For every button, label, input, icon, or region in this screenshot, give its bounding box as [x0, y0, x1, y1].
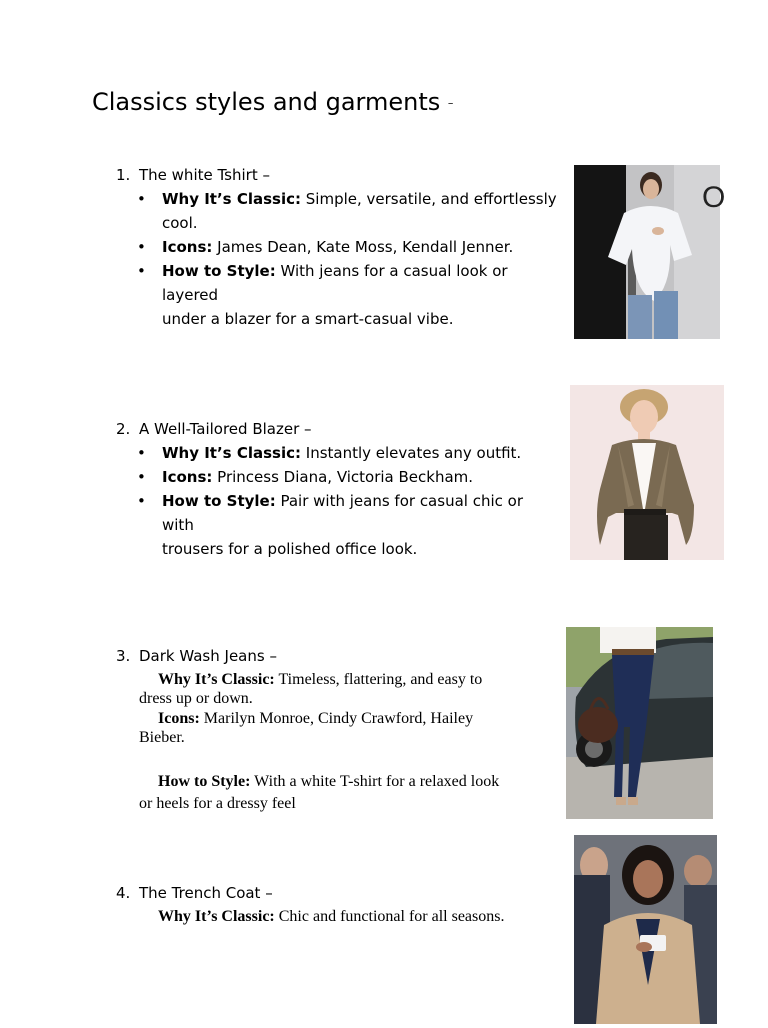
section-3-para-3 — [139, 771, 559, 815]
section-4-number: 4. — [116, 884, 131, 902]
section-4-heading: The Trench Coat – — [139, 884, 273, 902]
section-2-heading: A Well-Tailored Blazer – — [139, 420, 312, 438]
bullet-glyph: • — [137, 262, 146, 280]
para-label: How to Style: — [158, 773, 251, 790]
section-2-number: 2. — [116, 420, 131, 438]
para-label: Why It’s Classic: — [158, 671, 275, 688]
section-1-number: 1. — [116, 166, 131, 184]
section-3-number: 3. — [116, 647, 131, 665]
blazer-illustration — [570, 385, 724, 560]
para-label: Icons: — [158, 710, 200, 727]
para-text-cont: Bieber. — [139, 729, 185, 746]
bullet-label: Icons: — [162, 238, 213, 256]
bullet-glyph: • — [137, 444, 146, 462]
section-3-para-2 — [139, 709, 559, 747]
trench-coat-illustration — [574, 835, 717, 1024]
bullet-glyph: • — [137, 492, 146, 510]
bullet-text: With jeans for a casual look or layered — [162, 262, 508, 304]
section-1-bullet-1 — [137, 187, 557, 235]
section-2-bullet-3 — [137, 489, 557, 561]
para-text: Chic and functional for all seasons. — [278, 908, 505, 925]
section-1-heading: The white Tshirt – — [139, 166, 270, 184]
section-1-bullet-3 — [137, 259, 557, 331]
para-text-cont: or heels for a dressy feel — [139, 795, 296, 812]
document-title — [92, 88, 453, 116]
section-2-bullet-2 — [137, 465, 557, 489]
section-4-para-1 — [139, 907, 559, 926]
section-3-heading: Dark Wash Jeans – — [139, 647, 277, 665]
para-text-cont: dress up or down. — [139, 690, 253, 707]
dark-jeans-photo — [566, 627, 713, 819]
bullet-text: Instantly elevates any outfit. — [305, 444, 522, 462]
bullet-label: Why It’s Classic: — [162, 190, 301, 208]
bullet-label: How to Style: — [162, 262, 276, 280]
title-dash: – — [447, 96, 454, 110]
dark-jeans-illustration — [566, 627, 713, 819]
bullet-text: Pair with jeans for casual chic or with — [162, 492, 523, 534]
para-label: Why It’s Classic: — [158, 908, 275, 925]
white-tshirt-photo — [574, 165, 726, 339]
photo-decor-text: O — [702, 181, 726, 214]
title-text: Classics styles and garments — [92, 88, 441, 116]
bullet-text-cont: under a blazer for a smart-casual vibe. — [162, 310, 454, 328]
bullet-label: How to Style: — [162, 492, 276, 510]
bullet-glyph: • — [137, 238, 146, 256]
section-1-bullet-2 — [137, 235, 557, 259]
bullet-text: Princess Diana, Victoria Beckham. — [217, 468, 474, 486]
blazer-photo — [570, 385, 724, 560]
para-text: Timeless, flattering, and easy to — [278, 671, 483, 688]
bullet-text: James Dean, Kate Moss, Kendall Jenner. — [217, 238, 514, 256]
bullet-glyph: • — [137, 190, 146, 208]
bullet-text-cont: trousers for a polished office look. — [162, 540, 418, 558]
section-3-para-1 — [139, 670, 559, 708]
bullet-text: Simple, versatile, and effortlessly — [305, 190, 557, 208]
bullet-glyph: • — [137, 468, 146, 486]
bullet-label: Icons: — [162, 468, 213, 486]
para-text: Marilyn Monroe, Cindy Crawford, Hailey — [203, 710, 474, 727]
trench-coat-photo — [574, 835, 717, 1024]
para-text: With a white T-shirt for a relaxed look — [254, 773, 500, 790]
white-tshirt-illustration — [574, 165, 726, 339]
section-2-bullet-1 — [137, 441, 557, 465]
bullet-text-cont: cool. — [162, 214, 198, 232]
bullet-label: Why It’s Classic: — [162, 444, 301, 462]
